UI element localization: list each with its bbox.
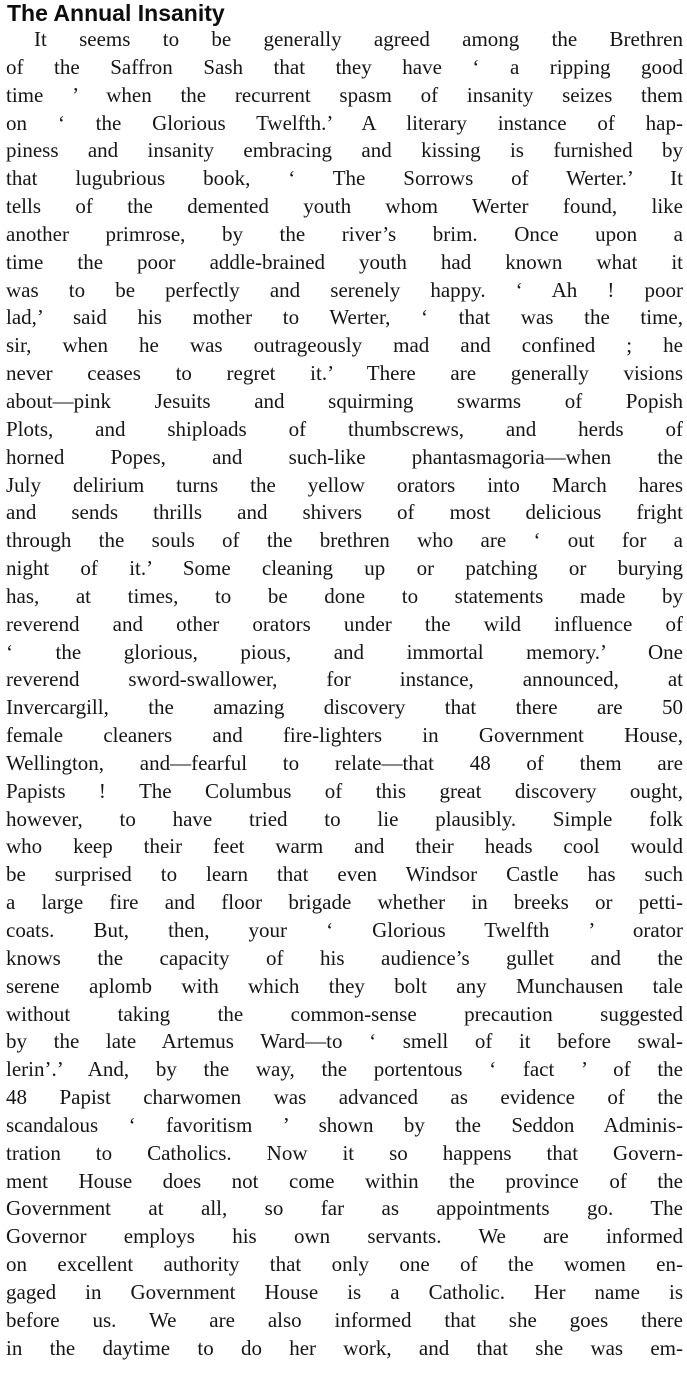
article-line: time the poor addle-brained youth had known what it (6, 249, 683, 274)
article-line: ‘ the glorious, pious, and immortal memory.’ One (6, 639, 683, 664)
article-line: scandalous ‘ favoritism ’ shown by the Seddon Adminis- (6, 1112, 683, 1137)
article-line: piness and insanity embracing and kissing is furnished by (6, 138, 683, 163)
article-line: was to be perfectly and serenely happy. ‘ Ah ! poor (6, 277, 683, 302)
article-line: tration to Catholics. Now it so happens that Govern- (6, 1140, 683, 1165)
article-line: through the souls of the brethren who are ‘ out for a (6, 528, 683, 553)
article-line: lad,’ said his mother to Werter, ‘ that was the time, (6, 305, 683, 330)
article-body (6, 26, 683, 1363)
article-line: lerin’.’ And, by the way, the portentous ‘ fact ’ of the (6, 1057, 683, 1082)
article-line: on ‘ the Glorious Twelfth.’ A literary instance of hap- (6, 110, 683, 135)
article-line: Papists ! The Columbus of this great discovery ought, (6, 778, 683, 803)
article-line: time ’ when the recurrent spasm of insanity seizes them (6, 82, 683, 107)
article-line: It seems to be generally agreed among the Brethren (34, 27, 683, 51)
article-line: horned Popes, and such-like phantasmagoria—when the (6, 444, 683, 469)
article-line: on excellent authority that only one of the women en- (6, 1252, 683, 1277)
article-line: before us. We are also informed that she goes there (6, 1307, 683, 1332)
article-line: about—pink Jesuits and squirming swarms of Popish (6, 388, 683, 413)
article-line: and sends thrills and shivers of most delicious fright (6, 500, 683, 525)
article-line: coats. But, then, your ‘ Glorious Twelfth ’ orator (6, 918, 683, 942)
article-line: tells of the demented youth whom Werter found, like (6, 194, 683, 219)
article-line: 48 Papist charwomen was advanced as evidence of the (6, 1085, 683, 1110)
article-line: sir, when he was outrageously mad and confined ; he (6, 333, 683, 358)
article-line: ment House does not come within the province of the (6, 1168, 683, 1193)
article-line: female cleaners and fire-lighters in Government House, (6, 723, 683, 748)
article-line: Invercargill, the amazing discovery that there are 50 (6, 695, 683, 720)
article-line: knows the capacity of his audience’s gullet and the (6, 945, 683, 970)
article-line: of the Saffron Sash that they have ‘ a ripping good (6, 54, 683, 79)
article-line: Governor employs his own servants. We are informed (6, 1224, 683, 1249)
article-line: serene aplomb with which they bolt any Munchausen tale (6, 973, 683, 998)
article-line: never ceases to regret it.’ There are generally visions (6, 361, 683, 386)
article-line: in the daytime to do her work, and that she was em- (6, 1335, 683, 1360)
article-line: night of it.’ Some cleaning up or patching or burying (6, 556, 683, 581)
article-headline: The Annual Insanity (7, 0, 225, 26)
article-line: has, at times, to be done to statements made by (6, 583, 683, 608)
article-line: without taking the common-sense precaution suggested (6, 1001, 683, 1026)
article-line: that lugubrious book, ‘ The Sorrows of Werter.’ It (6, 166, 683, 191)
article-line: a large fire and floor brigade whether in breeks or petti- (6, 890, 683, 915)
article-line: another primrose, by the river’s brim. Once upon a (6, 221, 683, 246)
article-line: be surprised to learn that even Windsor Castle has such (6, 862, 683, 887)
article-line: reverend and other orators under the wild influence of (6, 611, 683, 636)
article-line: by the late Artemus Ward—to ‘ smell of it before swal- (6, 1029, 683, 1054)
article-line: reverend sword-swallower, for instance, announced, at (6, 667, 683, 692)
article-line: July delirium turns the yellow orators into March hares (6, 472, 683, 497)
article-line: gaged in Government House is a Catholic. Her name is (6, 1279, 683, 1304)
article-line: however, to have tried to lie plausibly. Simple folk (6, 806, 683, 831)
article-line: Plots, and shiploads of thumbscrews, and herds of (6, 416, 683, 441)
article-line: who keep their feet warm and their heads cool would (6, 834, 683, 859)
article-line: Wellington, and—fearful to relate—that 48 of them are (6, 750, 683, 775)
article-line: Government at all, so far as appointments go. The (6, 1196, 683, 1221)
